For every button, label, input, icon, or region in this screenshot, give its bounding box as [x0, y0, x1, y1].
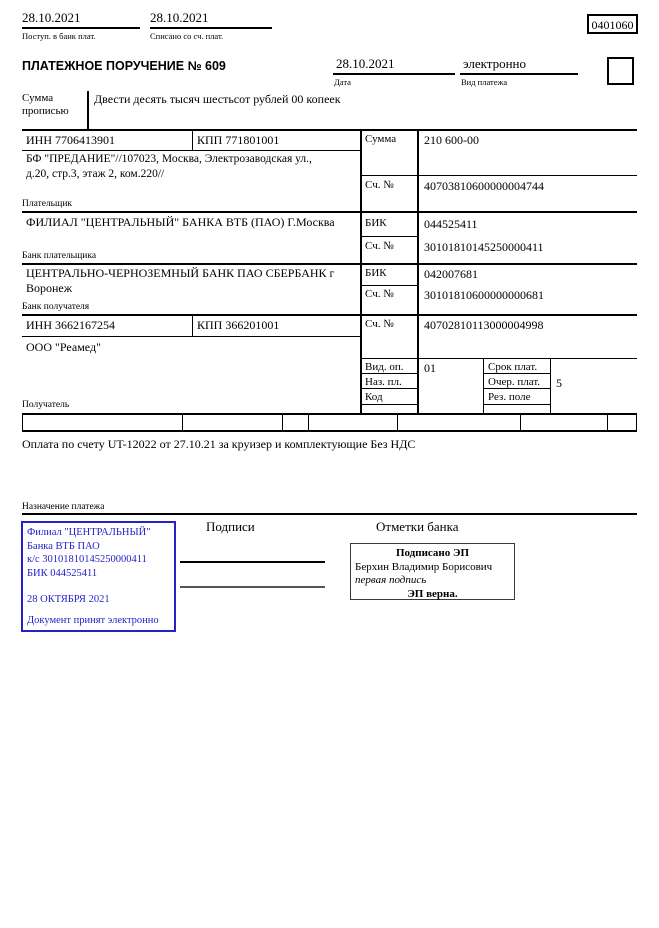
esign-subtitle: первая подпись [355, 574, 427, 586]
payer-bank-bik-label: БИК [365, 217, 387, 229]
table-label-value-divider [417, 129, 419, 413]
amount-words-divider [87, 91, 89, 129]
signatures-header: Подписи [206, 519, 255, 534]
op-block-top-border [360, 358, 637, 359]
bank-marks-header: Отметки банка [376, 519, 459, 534]
payer-inn: ИНН 7706413901 [26, 133, 115, 147]
payee-bank-bik: 042007681 [424, 267, 478, 281]
tax-row-divider-1 [182, 413, 183, 430]
tax-row-edge-right [636, 413, 637, 430]
purpose-section-border [22, 513, 637, 515]
signature-line-2 [180, 586, 325, 588]
payment-kind-underline [460, 73, 578, 75]
payee-bank-label: Банк получателя [22, 302, 90, 312]
received-date-underline [22, 27, 140, 29]
form-code-box [587, 14, 638, 34]
payee-inn: ИНН 3662167254 [26, 318, 115, 332]
term-label: Срок плат. [488, 361, 538, 373]
tax-row-edge-left [22, 413, 23, 430]
esign-name: Берхин Владимир Борисович [355, 560, 493, 573]
payer-label: Плательщик [22, 199, 73, 209]
esign-footer: ЭП верна. [407, 587, 458, 600]
payer-bank-bik: 044525411 [424, 217, 478, 231]
purpose-text: Оплата по счету UT-12022 от 27.10.21 за круизер и комплектующие Без НДС [22, 437, 416, 451]
pay-purpose-box-border [360, 388, 417, 389]
code-box-border [360, 404, 417, 405]
payer-bank-account: 30101810145250000411 [424, 240, 544, 254]
payer-section-border [22, 211, 637, 213]
payee-account: 40702810113000004998 [424, 318, 544, 332]
payer-bank-label: Банк плательщика [22, 251, 97, 261]
payer-account: 40703810600000004744 [424, 179, 544, 193]
op-type-value: 01 [424, 361, 436, 375]
payer-kpp: КПП 771801001 [197, 133, 280, 147]
tax-row-divider-5 [520, 413, 521, 430]
payer-bank-bik-box-border [360, 236, 417, 237]
table-col-divider [360, 129, 362, 413]
order-box-border [483, 388, 550, 389]
payee-bank-account: 30101810600000000681 [424, 288, 544, 302]
payee-inn-kpp-divider [192, 314, 193, 336]
reserve-box-border [483, 404, 550, 405]
received-date: 28.10.2021 [22, 10, 81, 25]
payee-bank-section-border [22, 314, 637, 316]
purpose-label: Назначение платежа [22, 502, 105, 512]
payee-kpp: КПП 366201001 [197, 318, 280, 332]
payer-account-label: Сч. № [365, 179, 394, 191]
op-block-divider-2 [550, 358, 551, 413]
payer-bank-account-label: Сч. № [365, 240, 394, 252]
payee-bank-name: ЦЕНТРАЛЬНО-ЧЕРНОЗЕМНЫЙ БАНК ПАО СБЕРБАНК г Воронеж [26, 266, 335, 295]
payer-bank-section-border [22, 263, 637, 265]
amount-words-label: Сумма прописью [22, 92, 69, 117]
payer-bank-name: ФИЛИАЛ "ЦЕНТРАЛЬНЫЙ" БАНКА ВТБ (ПАО) Г.Москва [26, 215, 335, 229]
payment-kind: электронно [463, 56, 527, 71]
reserve-label: Рез. поле [488, 391, 531, 403]
amount-words-value: Двести десять тысяч шестьсот рублей 00 копеек [94, 92, 341, 106]
document-title: ПЛАТЕЖНОЕ ПОРУЧЕНИЕ № 609 [22, 59, 226, 73]
payer-inn-row-border [22, 150, 360, 151]
payee-label: Получатель [22, 400, 70, 410]
term-box-border [483, 373, 550, 374]
esign-stamp [350, 543, 515, 600]
priority-checkbox [607, 57, 634, 85]
tax-row-divider-3 [308, 413, 309, 430]
tax-row-top-border [22, 413, 637, 415]
tax-row-divider-2 [282, 413, 283, 430]
stamp-bank-name: Филиал "ЦЕНТРАЛЬНЫЙ" Банка ВТБ ПАО [27, 527, 151, 552]
op-type-box-border [360, 373, 417, 374]
debited-date: 28.10.2021 [150, 10, 209, 25]
payee-account-label: Сч. № [365, 318, 394, 330]
received-date-label: Поступ. в банк плат. [22, 31, 96, 41]
amount-value: 210 600-00 [424, 133, 479, 147]
payee-bank-bik-label: БИК [365, 267, 387, 279]
debited-date-underline [150, 27, 272, 29]
stamp-corr-account: к/с 30101810145250000411 [27, 554, 147, 565]
op-type-label: Вид. оп. [365, 361, 404, 373]
order-value: 5 [556, 376, 562, 390]
esign-title: Подписано ЭП [395, 547, 470, 559]
payment-kind-label: Вид платежа [461, 77, 508, 87]
stamp-date: 28 ОКТЯБРЯ 2021 [27, 594, 110, 605]
payee-name: ООО "Реамед" [26, 340, 101, 354]
code-label: Код [365, 391, 383, 403]
payer-name-address: БФ "ПРЕДАНИЕ"//107023, Москва, Электрозаводская ул., д.20, стр.3, этаж 2, ком.220// [26, 153, 312, 180]
stamp-accepted-note: Документ принят электронно [27, 614, 159, 626]
amount-row-border [360, 175, 637, 176]
pay-purpose-label: Наз. пл. [365, 376, 402, 388]
table-top-border [22, 129, 637, 131]
form-code: 0401060 [591, 18, 634, 32]
doc-date-label: Дата [334, 77, 351, 87]
tax-row-divider-6 [607, 413, 608, 430]
payer-inn-kpp-divider [192, 129, 193, 150]
signature-line-1 [180, 561, 325, 563]
tax-row-divider-4 [397, 413, 398, 430]
doc-date-underline [333, 73, 455, 75]
tax-row-bottom-border [22, 430, 637, 432]
debited-date-label: Списано со сч. плат. [150, 31, 224, 41]
bank-acceptance-stamp [21, 521, 176, 632]
payee-bank-bik-box-border [360, 285, 417, 286]
stamp-bik: БИК 044525411 [27, 567, 98, 579]
payee-bank-account-label: Сч. № [365, 288, 394, 300]
doc-date: 28.10.2021 [336, 56, 395, 71]
order-label: Очер. плат. [488, 376, 541, 388]
payee-inn-row-border [22, 336, 360, 337]
amount-label: Сумма [365, 133, 397, 145]
